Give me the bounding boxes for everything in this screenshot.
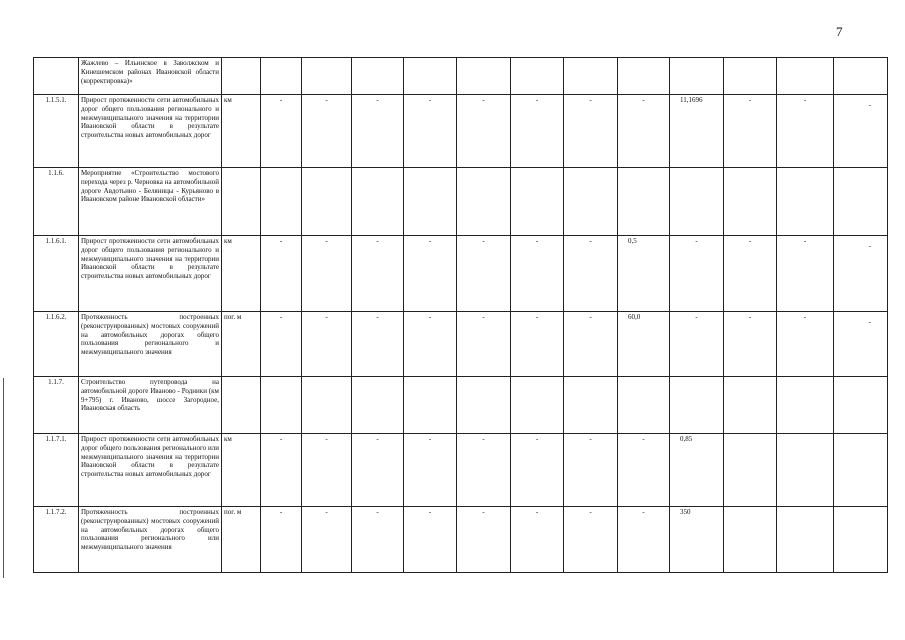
value-cell: -: [352, 434, 404, 507]
value-cell: [777, 434, 834, 507]
value-cell: [724, 507, 777, 573]
table-row: [34, 312, 888, 377]
value-cell: [404, 58, 457, 95]
row-number-cell: 1.1.7.2.: [34, 507, 79, 573]
indicators-table: [33, 57, 888, 573]
value-cell: -: [261, 312, 302, 377]
value-cell: -: [352, 95, 404, 168]
value-cell: -: [511, 312, 564, 377]
value-cell: -: [352, 236, 404, 312]
indicator-description-cell: Прирост протяженности сети автомобильных дорог общего пользования регионального и межмуниципального значения на территории Ивановской области в результате строительства новых автомобильных дорог: [79, 236, 222, 312]
value-cell: -: [404, 507, 457, 573]
unit-cell: пог. м: [222, 312, 261, 377]
value-cell: [261, 58, 302, 95]
value-cell: 0,85: [670, 434, 724, 507]
value-cell: [352, 58, 404, 95]
value-cell: [618, 168, 670, 236]
value-cell: [618, 58, 670, 95]
value-cell: -: [457, 236, 511, 312]
value-cell: -: [404, 236, 457, 312]
value-cell: -: [302, 236, 352, 312]
table-row: [34, 434, 888, 507]
value-cell: [457, 58, 511, 95]
value-cell: -: [670, 236, 724, 312]
value-cell: 11,1696: [670, 95, 724, 168]
unit-cell: [222, 168, 261, 236]
indicator-description-cell: Протяженность построенных (реконструированных) мостовых сооружений на автомобильных дорогах общего пользования регионального и межмуниципального значения: [79, 312, 222, 377]
row-number-cell: 1.1.5.1.: [34, 95, 79, 168]
indicator-description-cell: Жажлево – Ильинское в Заволжском и Кинешемском районах Ивановской области (корректировка)»: [79, 58, 222, 95]
value-cell: -: [511, 95, 564, 168]
value-cell: [352, 377, 404, 434]
unit-cell: пог. м: [222, 507, 261, 573]
value-cell: -: [724, 312, 777, 377]
table-body: [34, 58, 888, 573]
row-number-cell: 1.1.6.1.: [34, 236, 79, 312]
value-cell: -: [670, 312, 724, 377]
unit-cell: км: [222, 236, 261, 312]
value-cell: [777, 58, 834, 95]
value-cell: [670, 58, 724, 95]
value-cell: -: [511, 507, 564, 573]
value-cell: -: [511, 236, 564, 312]
value-cell: -: [564, 507, 618, 573]
value-cell: -: [564, 434, 618, 507]
indicator-description-cell: Прирост протяженности сети автомобильных дорог общего пользования регионального и межмуниципального значения на территории Ивановской области в результате строительства новых автомобильных дорог: [79, 95, 222, 168]
value-cell: -: [564, 236, 618, 312]
value-cell: [302, 58, 352, 95]
value-cell: [670, 377, 724, 434]
row-number-cell: 1.1.7.1.: [34, 434, 79, 507]
value-cell: [777, 507, 834, 573]
indicator-description-cell: Мероприятие «Строительство мостового перехода через р. Черновка на автомобильной дороге Авдотьино - Беляницы - Курьяново в Ивановском районе Ивановской области»: [79, 168, 222, 236]
table-row: [34, 236, 888, 312]
value-cell: [511, 377, 564, 434]
value-cell: -: [457, 312, 511, 377]
row-number-cell: [34, 58, 79, 95]
value-cell: -: [511, 434, 564, 507]
table-row: [34, 58, 888, 95]
value-cell: [777, 377, 834, 434]
row-number-cell: 1.1.7.: [34, 377, 79, 434]
value-cell: [302, 168, 352, 236]
value-cell: -: [777, 312, 834, 377]
value-cell: [564, 168, 618, 236]
value-cell: -: [404, 95, 457, 168]
indicator-description-cell: Строительство путепровода на автомобильной дороге Иваново - Родники (км 9+795) г. Иваново, шоссе Загородное, Ивановская область: [79, 377, 222, 434]
value-cell: -: [724, 95, 777, 168]
value-cell: [834, 377, 888, 434]
unit-cell: км: [222, 434, 261, 507]
unit-cell: км: [222, 95, 261, 168]
unit-cell: [222, 58, 261, 95]
value-cell: [352, 168, 404, 236]
value-cell: -: [261, 434, 302, 507]
value-cell: [564, 377, 618, 434]
table-row: [34, 377, 888, 434]
value-cell: 0,5: [618, 236, 670, 312]
value-cell: -: [564, 312, 618, 377]
value-cell: [834, 507, 888, 573]
value-cell: -: [777, 236, 834, 312]
value-cell: -: [618, 507, 670, 573]
value-cell: -: [618, 95, 670, 168]
value-cell: [724, 434, 777, 507]
value-cell: -: [261, 95, 302, 168]
value-cell: [261, 168, 302, 236]
value-cell: -: [834, 312, 888, 377]
table-row: [34, 168, 888, 236]
value-cell: [670, 168, 724, 236]
value-cell: -: [404, 312, 457, 377]
value-cell: [457, 168, 511, 236]
row-number-cell: 1.1.6.: [34, 168, 79, 236]
indicator-description-cell: Прирост протяженности сети автомобильных дорог общего пользования регионального или межмуниципального значения на территории Ивановской области в результате строительства новых автомобильных дорог: [79, 434, 222, 507]
value-cell: [404, 168, 457, 236]
value-cell: 350: [670, 507, 724, 573]
value-cell: -: [261, 507, 302, 573]
value-cell: -: [302, 434, 352, 507]
value-cell: [724, 377, 777, 434]
value-cell: -: [302, 95, 352, 168]
value-cell: -: [352, 507, 404, 573]
scan-edge-mark: [3, 378, 4, 578]
value-cell: -: [352, 312, 404, 377]
value-cell: [724, 168, 777, 236]
value-cell: -: [302, 312, 352, 377]
value-cell: [564, 58, 618, 95]
page-number: 7: [836, 24, 843, 39]
value-cell: -: [457, 507, 511, 573]
value-cell: [302, 377, 352, 434]
value-cell: [261, 377, 302, 434]
value-cell: -: [564, 95, 618, 168]
value-cell: [404, 377, 457, 434]
value-cell: -: [457, 95, 511, 168]
value-cell: [777, 168, 834, 236]
value-cell: [618, 377, 670, 434]
value-cell: -: [834, 236, 888, 312]
value-cell: [834, 58, 888, 95]
value-cell: [834, 434, 888, 507]
unit-cell: [222, 377, 261, 434]
value-cell: -: [404, 434, 457, 507]
value-cell: [834, 168, 888, 236]
table-row: [34, 95, 888, 168]
value-cell: [511, 58, 564, 95]
value-cell: 60,0: [618, 312, 670, 377]
value-cell: -: [261, 236, 302, 312]
row-number-cell: 1.1.6.2.: [34, 312, 79, 377]
value-cell: [457, 377, 511, 434]
value-cell: -: [457, 434, 511, 507]
value-cell: -: [724, 236, 777, 312]
value-cell: [724, 58, 777, 95]
value-cell: -: [618, 434, 670, 507]
table-row: [34, 507, 888, 573]
value-cell: -: [302, 507, 352, 573]
value-cell: -: [777, 95, 834, 168]
indicator-description-cell: Протяженность построенных (реконструированных) мостовых сооружений на автомобильных дорогах общего пользования регионального или межмуниципального значения: [79, 507, 222, 573]
value-cell: [511, 168, 564, 236]
value-cell: -: [834, 95, 888, 168]
